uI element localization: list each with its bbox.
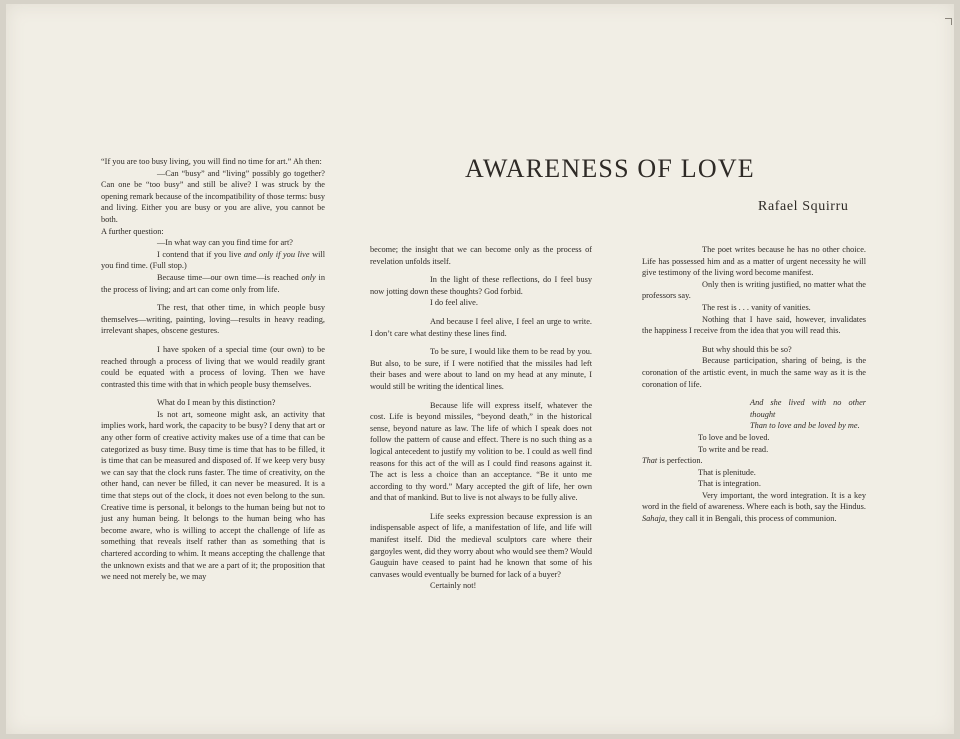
text-column-2 — [370, 244, 592, 592]
paragraph: Certainly not! — [430, 581, 477, 591]
paragraph: Because life will express itself, whatever the cost. Life is beyond missiles, “beyond death,” in the historical sense, beyond nature as law. The life of which I speak does not follow the pattern of cause and effect. There is no such thing as a logical antecedent to justify my volition to be. I could as well find reasons for this act of the will as I could find reasons against it. The act is less a choice than an acceptance. “Be it unto me according to thy word.” Mary accepted the gift of life, her own and that of mankind. But to live is not always to be fully alive. — [370, 400, 592, 503]
paragraph: Nothing that I have said, however, invalidates the happiness I receive from the idea that you will read this. — [642, 314, 866, 336]
text-column-3 — [642, 244, 866, 525]
paper-sheet — [6, 4, 954, 734]
paragraph: —Can “busy” and “living” possibly go together? Can one be “too busy” and still be alive? I was struck by the opening remark because of the incompatibility of those terms: busy and living. Either you are busy or you are alive, you cannot be both. — [101, 168, 325, 224]
paragraph: That is plenitude. — [698, 467, 756, 477]
paragraph: To be sure, I would like them to be read by you. But also, to be sure, if I were notified that the missiles had left their bases and were about to land on my head at any minute, I would still be writing the identical lines. — [370, 347, 592, 391]
paragraph: become; the insight that we can become only as the process of revelation unfolds itself. — [370, 245, 592, 266]
paragraph: I do feel alive. — [430, 298, 478, 308]
text-column-1 — [101, 156, 325, 583]
paragraph: Only then is writing justified, no matter what the professors say. — [642, 279, 866, 301]
paragraph: The poet writes because he has no other choice. Life has possessed him and as a matter of urgent necessity he will give testimony of the living word become manifest. — [642, 245, 866, 278]
paragraph: Very important, the word integration. It is a key word in the field of awareness. Where each is both, say the Hindus. Sahaja, they call it in Bengali, this process of communion. — [642, 490, 866, 524]
paragraph: But why should this be so? — [702, 344, 792, 354]
paragraph: The rest is . . . vanity of vanities. — [702, 302, 811, 312]
paragraph: To write and be read. — [698, 444, 769, 454]
paragraph: To love and be loved. — [698, 432, 770, 442]
paragraph: In the light of these reflections, do I feel busy now jotting down these thoughts? God forbid. — [370, 275, 592, 296]
paragraph: The rest, that other time, in which people busy themselves—writing, painting, loving—results in heavy reading, irrelevant shapes, obscene gestures. — [101, 303, 325, 336]
page-title: AWARENESS OF LOVE — [465, 154, 755, 183]
verse-line: And she lived with no other thought — [750, 398, 866, 419]
paragraph: Because participation, sharing of being, is the coronation of the artistic event, in much the same way as it is the coronation of life. — [642, 356, 866, 389]
paragraph: I contend that if you live and only if you live will you find time. (Full stop.) — [101, 249, 326, 271]
author-name: Rafael Squirru — [758, 199, 849, 214]
corner-mark — [945, 18, 952, 25]
paragraph: “If you are too busy living, you will find no time for art.” Ah then: — [101, 157, 322, 166]
paragraph: —In what way can you find time for art? — [157, 238, 293, 248]
verse-line: Than to love and be loved by me. — [750, 421, 860, 431]
paragraph: That is integration. — [698, 479, 761, 489]
paragraph: Because time—our own time—is reached only in the process of living; and art can come only from life. — [101, 272, 325, 294]
paragraph: That is perfection. — [642, 456, 703, 466]
paragraph: A further question: — [101, 226, 164, 236]
paragraph: I have spoken of a special time (our own) to be reached through a process of living that we would readily grant could be equated with a process of loving. Then we have contrasted this time with that in which people busy themselves. — [101, 344, 325, 389]
paragraph: Is not art, someone might ask, an activity that implies work, hard work, the capacity to be busy? I deny that art or any other form of creative activity makes use of a time that can be categorized as busy time. Busy time is time that has to be filled, it is time that can be measured and disposed of. If we keep very busy we can say that the clock runs faster. The time of creativity, on the other hand, can never be filled, it can never be measured. It is a time that steps out of the clock, it does not even belong to the sun. Creative time is personal, it belongs to the human being but not to just any human being. It belongs to the human being who has become aware, who is willing to accept the challenge of life as something that reveals itself rather than as something that is chartered according to whim. It means accepting the challenge that the unknown exists and that we are a part of it; the proposition that we need not merely be, we may — [101, 409, 325, 582]
paragraph: And because I feel alive, I feel an urge to write. I don’t care what destiny these lines find. — [370, 316, 592, 338]
paragraph: Life seeks expression because expression is an indispensable aspect of life, a manifestation of life, and life will manifest itself. Did the medieval sculptors care where their gargoyles went, did they worry about who would see them? Would Gauguin have ceased to paint had he known that some of his canvases would eventually be burned for lack of a buyer? — [370, 511, 592, 579]
paragraph: What do I mean by this distinction? — [157, 398, 276, 408]
